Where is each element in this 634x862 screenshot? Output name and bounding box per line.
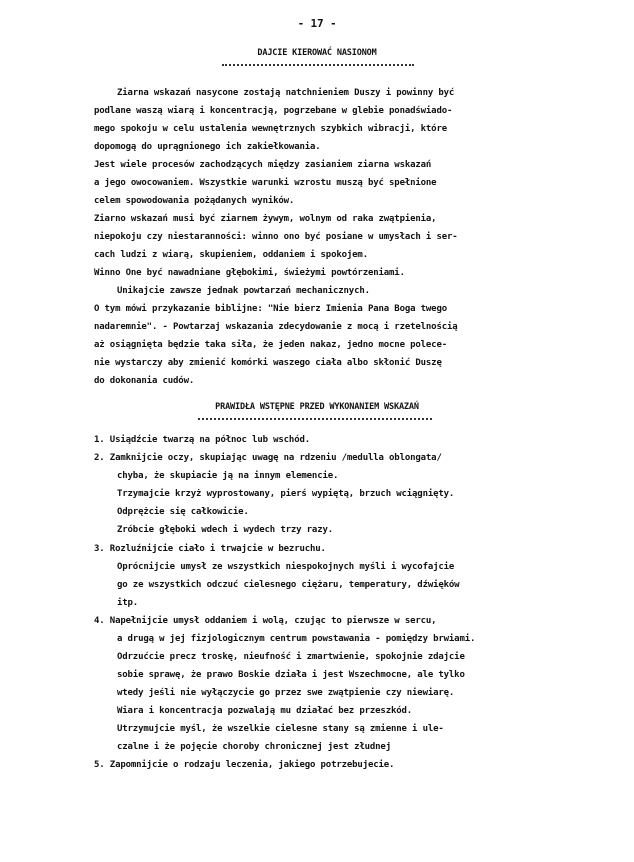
text-line: Unikajcie zawsze jednak powtarzań mechanicznych. (117, 286, 370, 296)
list-item: Wiara i koncentracja pozwalają mu działać bez przeszkód. (117, 706, 413, 716)
text-line: Ziarna wskazań nasycone zostają natchnieniem Duszy i powinny być (117, 88, 455, 98)
list-item: Odrzućcie precz troskę, nieufność i zmartwienie, spokojnie zdajcie (117, 652, 465, 662)
text-line: aż osiągnięta będzie taka siła, że jeden nakaz, jedno mocne polece- (94, 340, 447, 350)
text-line: Ziarno wskazań musi być ziarnem żywym, wolnym od rakа zwątpienia, (94, 214, 437, 224)
title-underline (222, 64, 414, 66)
section-title-seeds: DAJCIE KIEROWAĆ NASIONOM (257, 48, 377, 58)
list-item: 5. Zapomnijcie o rodzaju leczenia, jakiego potrzebujecie. (94, 760, 395, 770)
list-item: 2. Zamknijcie oczy, skupiając uwagę na rdzeniu /medulla oblongata/ (94, 453, 442, 463)
text-line: nadaremnie". - Powtarzaj wskazania zdecydowanie z mocą i rzetelnością (94, 322, 458, 332)
list-item: go ze wszystkich odczuć cielesnego ciężaru, temperatury, dźwięków (117, 580, 460, 590)
page-number: - 17 - (297, 17, 337, 30)
list-item: chyba, że skupiacie ją na innym elemencie. (117, 471, 339, 481)
list-item: 4. Napełnijcie umysł oddaniem i wolą, czując to pierwsze w sercu, (94, 616, 437, 626)
list-item: czalne i że pojęcie choroby chronicznej jest złudnej (117, 742, 391, 752)
title-underline (198, 418, 432, 420)
list-item: itp. (117, 598, 139, 608)
list-item: Trzymajcie krzyż wyprostowany, pierś wypiętą, brzuch wciągnięty. (117, 489, 455, 499)
text-line: do dokonania cudów. (94, 376, 195, 386)
list-item: 3. Rozluźnijcie ciało i trwajcie w bezruchu. (94, 544, 326, 554)
text-line: celem spowodowania pożądanych wyników. (94, 196, 295, 206)
text-line: a jego owocowaniem. Wszystkie warunki wzrostu muszą być spełnione (94, 178, 437, 188)
text-line: mego spokoju w celu ustalenia wewnętrznych szybkich wibracji, które (94, 124, 447, 134)
text-line: niepokoju czy niestaranności: winno ono być posiane w umysłach i ser- (94, 232, 458, 242)
list-item: 1. Usiądźcie twarzą na północ lub wschód. (94, 435, 311, 445)
text-line: O tym mówi przykazanie biblijne: "Nie bierz Imienia Pana Boga twego (94, 304, 447, 314)
list-item: wtedy jeśli nie wyłączycie go przez swe zwątpienie czy niewiarę. (117, 688, 455, 698)
text-line: podlane waszą wiarą i koncentracją, pogrzebane w glebie ponadświado- (94, 106, 453, 116)
list-item: Odprężcie się całkowicie. (117, 507, 249, 517)
text-line: dopomogą do uprągnionego ich zakiełkowania. (94, 142, 321, 152)
text-line: nie wystarczy aby zmienić komórki waszego ciała albo skłonić Duszę (94, 358, 442, 368)
list-item: Oprócnijcie umysł ze wszystkich niespokojnych myśli i wycofajcie (117, 562, 455, 572)
section-title-rules: PRAWIDŁA WSTĘPNE PRZED WYKONANIEM WSKAZAŃ (215, 402, 419, 412)
list-item: a drugą w jej fizjologicznym centrum powstawania - pomiędzy brwiami. (117, 634, 476, 644)
text-line: cach ludzi z wiarą, skupieniem, oddaniem i spokojem. (94, 250, 368, 260)
list-item: Utrzymujcie myśl, że wszelkie cielesne stany są zmienne i ule- (117, 724, 444, 734)
list-item: sobie sprawę, że prawo Boskie działa i jest Wszechmocne, ale tylko (117, 670, 465, 680)
list-item: Zróbcie głęboki wdech i wydech trzy razy. (117, 525, 334, 535)
text-line: Winno One być nawadniane głębokimi, świeżymi powtórzeniami. (94, 268, 405, 278)
text-line: Jest wiele procesów zachodzących między zasianiem ziarna wskazań (94, 160, 432, 170)
